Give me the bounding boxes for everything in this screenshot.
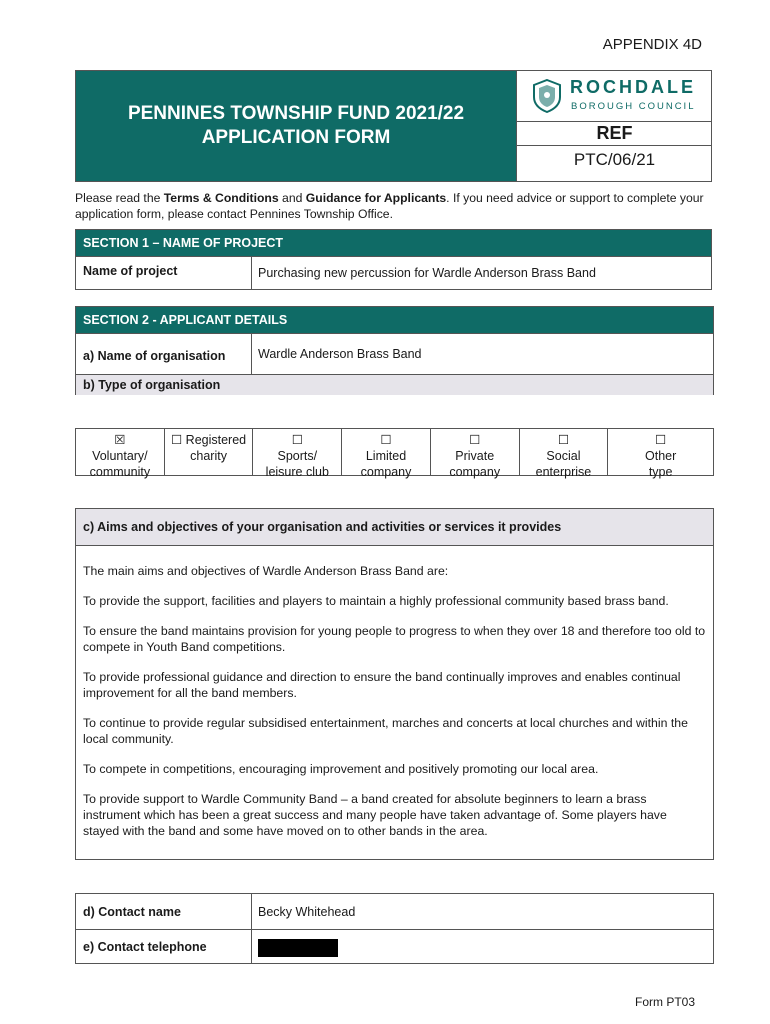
section2-table	[75, 306, 714, 395]
org-type-option[interactable]	[431, 429, 520, 479]
org-type-checkbox: ☐	[469, 433, 481, 447]
intro-text-part: . If you need advice or support to complete your application form, please contact Pennines Township Office.	[75, 191, 704, 221]
org-type-text: enterprise	[535, 465, 592, 479]
org-type-checkbox: ☐	[380, 433, 392, 447]
form-title-line2: APPLICATION FORM	[201, 127, 391, 148]
intro-text-part: Please read the	[75, 191, 164, 205]
org-type-option[interactable]	[520, 429, 609, 479]
org-type-option[interactable]	[608, 429, 713, 479]
aims-paragraph: The main aims and objectives of Wardle Anderson Brass Band are:	[83, 564, 449, 578]
contact-name-value[interactable]: Becky Whitehead	[258, 905, 356, 919]
aims-paragraph: To provide the support, facilities and players to maintain a highly professional community based brass band.	[83, 594, 669, 608]
terms-link-text: Terms & Conditions	[163, 191, 279, 205]
org-type-option[interactable]	[342, 429, 431, 479]
contact-phone-row	[76, 929, 713, 964]
project-name-row	[76, 256, 711, 290]
org-type-checkbox: ☐	[291, 433, 303, 447]
org-type-text: Voluntary/	[92, 449, 148, 463]
aims-paragraph: To ensure the band maintains provision for young people to progress to when they over 18 and therefore too old to compete in Youth Band competitions.	[83, 624, 706, 654]
intro-text	[75, 190, 715, 222]
council-crest-icon	[531, 79, 563, 113]
org-type-label: b) Type of organisation	[83, 378, 221, 392]
org-type-text: company	[360, 465, 412, 479]
org-type-checkbox: ☐	[557, 433, 570, 447]
org-type-checkbox: ☐ Registered	[171, 433, 247, 447]
org-type-text: company	[449, 465, 501, 479]
ref-value: PTC/06/21	[573, 150, 656, 169]
org-type-text: Other	[645, 449, 677, 463]
org-name-label: a) Name of organisation	[83, 349, 226, 363]
org-type-text: Private	[455, 449, 495, 463]
org-type-option[interactable]	[253, 429, 342, 479]
org-type-options	[75, 428, 714, 479]
section2-heading: SECTION 2 - APPLICANT DETAILS	[76, 307, 713, 333]
form-title	[76, 71, 516, 181]
org-type-row	[76, 374, 713, 395]
council-subname: BOROUGH COUNCIL	[571, 101, 696, 112]
council-name: ROCHDALE	[570, 77, 696, 97]
org-type-text: Social	[546, 449, 581, 463]
guidance-link-text: Guidance for Applicants	[305, 191, 447, 205]
org-type-option[interactable]	[76, 429, 165, 479]
intro-text-part: and	[278, 191, 306, 205]
org-type-text: Limited	[365, 449, 407, 463]
aims-paragraph: To compete in competitions, encouraging improvement and positively promoting our local area.	[83, 762, 599, 776]
redacted-phone	[258, 939, 338, 957]
contact-name-row	[76, 894, 713, 929]
aims-paragraph: To continue to provide regular subsidised entertainment, marches and concerts at local churches and within the local community.	[83, 716, 688, 746]
org-name-row	[76, 333, 713, 374]
ref-label: REF	[517, 121, 712, 146]
aims-heading: c) Aims and objectives of your organisation and activities or services it provides	[76, 509, 713, 546]
contact-phone-label: e) Contact telephone	[83, 940, 207, 954]
org-type-text: leisure club	[265, 465, 329, 479]
council-logo	[517, 71, 712, 122]
aims-paragraph: To provide professional guidance and direction to ensure the band continually improves and enables continual improvement for all the band members.	[83, 670, 681, 700]
aims-paragraph: To provide support to Wardle Community Band – a band created for absolute beginners to learn a brass instrument which has been a great success and many people have taken advantage of. Some players have stayed with the band and some have moved on to other bands in the area.	[83, 792, 667, 838]
org-type-text: type	[648, 465, 673, 479]
contact-name-label: d) Contact name	[83, 905, 181, 919]
project-name-value[interactable]: Purchasing new percussion for Wardle Anderson Brass Band	[258, 266, 596, 280]
section1-table	[75, 229, 712, 290]
form-code: Form PT03	[634, 995, 695, 1009]
org-type-checkbox: ☐	[655, 433, 667, 447]
form-header	[75, 70, 712, 182]
aims-section	[75, 508, 714, 860]
form-title-line1: PENNINES TOWNSHIP FUND 2021/22	[127, 103, 465, 124]
org-type-option[interactable]	[165, 429, 254, 475]
appendix-label: APPENDIX 4D	[602, 36, 702, 53]
project-name-label: Name of project	[83, 264, 178, 278]
org-type-text	[165, 464, 253, 480]
header-right-panel	[516, 71, 712, 181]
org-type-checkbox: ☒	[114, 433, 126, 447]
section1-heading: SECTION 1 – NAME OF PROJECT	[76, 230, 711, 256]
aims-text[interactable]	[76, 546, 713, 839]
org-type-text: charity	[190, 449, 227, 463]
contact-table	[75, 893, 714, 964]
org-type-text: Sports/	[277, 449, 318, 463]
org-type-text: community	[89, 465, 151, 479]
org-name-value[interactable]: Wardle Anderson Brass Band	[258, 347, 422, 361]
